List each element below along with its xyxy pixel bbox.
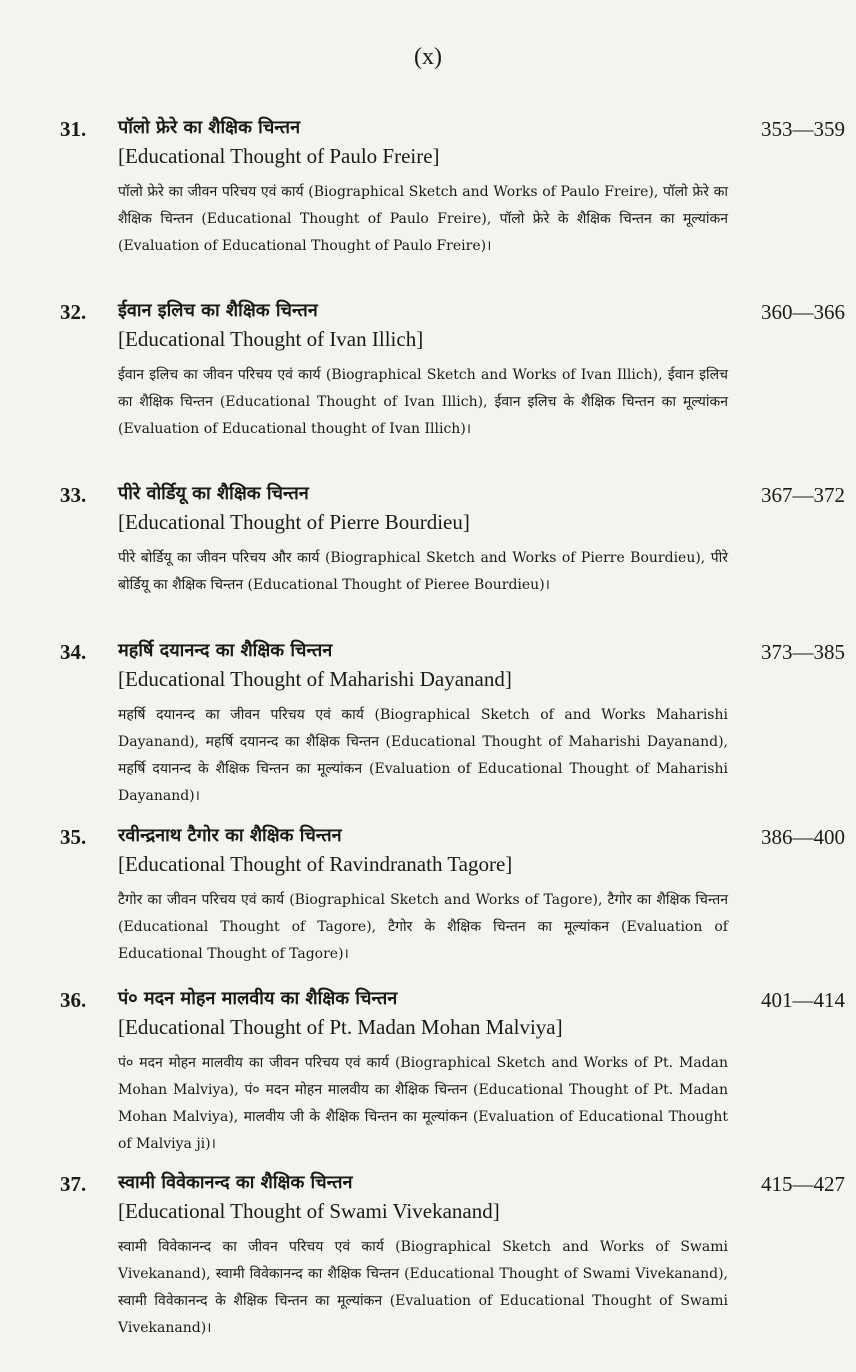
entry-title: ईवान इलिच का शैक्षिक चिन्तन <box>118 300 318 321</box>
entry-number: 34. <box>60 640 87 664</box>
entry-subtitle: [Educational Thought of Swami Vivekanand] <box>118 1199 500 1223</box>
entry-pages: 401—414 <box>761 988 845 1012</box>
entry-description: महर्षि दयानन्द का जीवन परिचय एवं कार्य (Biographical Sketch of and Works Maharishi Dayanand), महर्षि दयानन्द का शैक्षिक चिन्तन (Educational Thought of Maharishi Dayanand), महर्षि दयानन्द के शैक्षिक चिन्तन का मूल्यांकन (Evaluation of Educational Thought of Maharishi Dayanand)। <box>118 707 728 804</box>
entry-number: 35. <box>60 825 87 849</box>
entry-pages: 415—427 <box>761 1172 845 1196</box>
entry-subtitle: [Educational Thought of Ivan Illich] <box>118 327 424 351</box>
entry-pages: 373—385 <box>761 640 845 664</box>
entry-number: 32. <box>60 300 87 324</box>
entry-description: ईवान इलिच का जीवन परिचय एवं कार्य (Biographical Sketch and Works of Ivan Illich), ईवान इलिच का शैक्षिक चिन्तन (Educational Thought of Ivan Illich), ईवान इलिच के शैक्षिक चिन्तन का मूल्यांकन (Evaluation of Educational thought of Ivan Illich)। <box>118 367 728 437</box>
page-number: (x) <box>414 44 442 70</box>
entry-pages: 360—366 <box>761 300 845 324</box>
entry-number: 37. <box>60 1172 87 1196</box>
entry-title: पॉलो फ्रेरे का शैक्षिक चिन्तन <box>118 117 301 138</box>
entry-subtitle: [Educational Thought of Ravindranath Tagore] <box>118 852 513 876</box>
entry-title: महर्षि दयानन्द का शैक्षिक चिन्तन <box>118 640 333 661</box>
entry-pages: 353—359 <box>761 117 845 141</box>
entry-title: रवीन्द्रनाथ टैगोर का शैक्षिक चिन्तन <box>118 825 342 846</box>
entry-subtitle: [Educational Thought of Pt. Madan Mohan Malviya] <box>118 1015 563 1039</box>
entry-description: पीरे बोर्डियू का जीवन परिचय और कार्य (Biographical Sketch and Works of Pierre Bourdieu), पीरे बोर्डियू का शैक्षिक चिन्तन (Educational Thought of Pieree Bourdieu)। <box>118 550 728 593</box>
entry-subtitle: [Educational Thought of Paulo Freire] <box>118 144 440 168</box>
entry-number: 36. <box>60 988 87 1012</box>
entry-title: पं० मदन मोहन मालवीय का शैक्षिक चिन्तन <box>118 988 398 1009</box>
entry-description: टैगोर का जीवन परिचय एवं कार्य (Biographical Sketch and Works of Tagore), टैगोर का शैक्षिक चिन्तन (Educational Thought of Tagore), टैगोर के शैक्षिक चिन्तन का मूल्यांकन (Evaluation of Educational Thought of Tagore)। <box>118 892 728 962</box>
entry-pages: 386—400 <box>761 825 845 849</box>
entry-subtitle: [Educational Thought of Pierre Bourdieu] <box>118 510 470 534</box>
entry-description: स्वामी विवेकानन्द का जीवन परिचय एवं कार्य (Biographical Sketch and Works of Swami Vivekanand), स्वामी विवेकानन्द का शैक्षिक चिन्तन (Educational Thought of Swami Vivekanand), स्वामी विवेकानन्द के शैक्षिक चिन्तन का मूल्यांकन (Evaluation of Educational Thought of Swami Vivekanand)। <box>118 1239 728 1336</box>
entry-description: पं० मदन मोहन मालवीय का जीवन परिचय एवं कार्य (Biographical Sketch and Works of Pt. Madan Mohan Malviya), पं० मदन मोहन मालवीय का शैक्षिक चिन्तन (Educational Thought of Pt. Madan Mohan Malviya), मालवीय जी के शैक्षिक चिन्तन का मूल्यांकन (Evaluation of Educational Thought of Malviya ji)। <box>118 1055 728 1152</box>
entry-pages: 367—372 <box>761 483 845 507</box>
entry-title: स्वामी विवेकानन्द का शैक्षिक चिन्तन <box>118 1172 353 1193</box>
entry-title: पीरे वोर्डियू का शैक्षिक चिन्तन <box>118 483 309 504</box>
entry-number: 33. <box>60 483 87 507</box>
entry-number: 31. <box>60 117 87 141</box>
entry-description: पॉलो फ्रेरे का जीवन परिचय एवं कार्य (Biographical Sketch and Works of Paulo Freire), पॉलो फ्रेरे का शैक्षिक चिन्तन (Educational Thought of Paulo Freire), पॉलो फ्रेरे के शैक्षिक चिन्तन का मूल्यांकन (Evaluation of Educational Thought of Paulo Freire)। <box>118 184 728 254</box>
entry-subtitle: [Educational Thought of Maharishi Dayanand] <box>118 667 512 691</box>
